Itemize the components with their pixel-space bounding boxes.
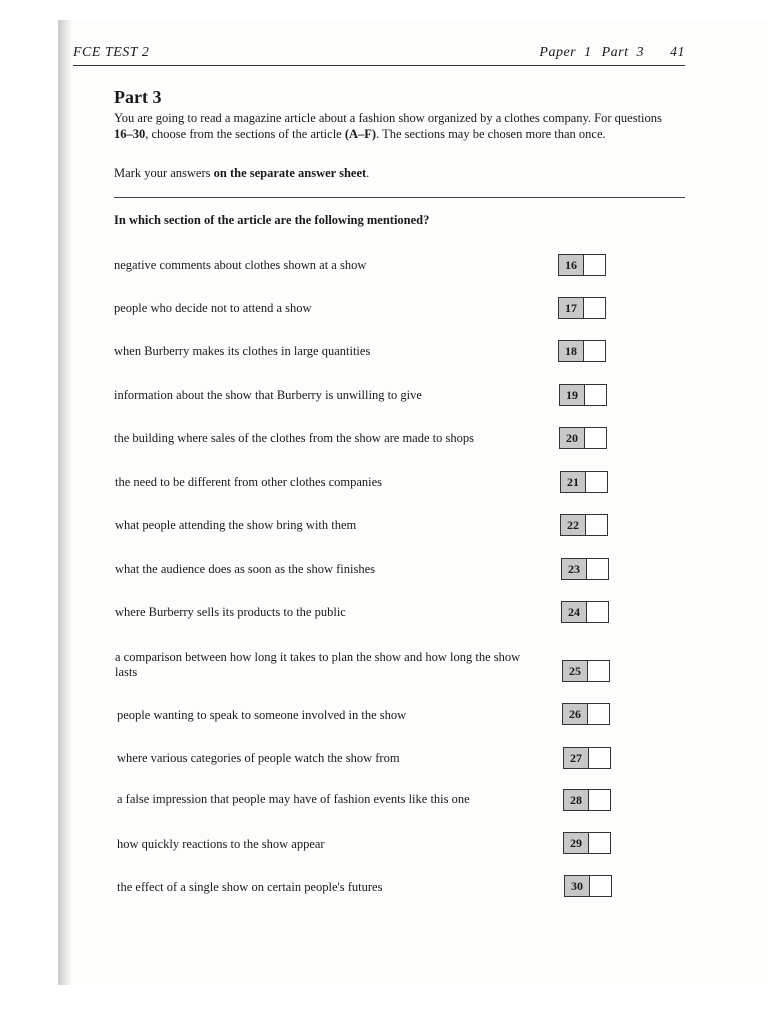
question-text: information about the show that Burberry is unwilling to give — [114, 388, 422, 402]
question-text: where Burberry sells its products to the public — [115, 605, 346, 619]
question-text: a comparison between how long it takes to plan the show and how long the show lasts — [115, 650, 521, 679]
question-number: 27 — [564, 748, 589, 768]
question-number: 22 — [561, 515, 586, 535]
answer-sheet-emphasis: on the separate answer sheet — [213, 166, 367, 180]
paper-label: Paper 1 — [539, 45, 592, 60]
answer-box[interactable] — [563, 832, 611, 854]
answer-box[interactable] — [561, 601, 609, 623]
page-reference — [529, 45, 685, 61]
part-label: Part 3 — [601, 45, 644, 60]
question-row — [115, 475, 615, 490]
answer-field[interactable] — [586, 472, 607, 492]
question-row — [114, 301, 614, 316]
answer-field[interactable] — [589, 833, 610, 853]
question-number: 25 — [563, 661, 588, 681]
question-row — [115, 562, 615, 577]
running-head — [73, 43, 685, 66]
answer-field[interactable] — [588, 661, 609, 681]
answer-field[interactable] — [587, 559, 608, 579]
question-row — [117, 708, 617, 723]
instructions — [114, 110, 679, 142]
question-number: 18 — [559, 341, 584, 361]
answer-box[interactable] — [558, 254, 606, 276]
answer-box[interactable] — [562, 703, 610, 725]
answer-instruction — [114, 166, 369, 181]
question-row — [117, 837, 617, 852]
question-number: 30 — [565, 876, 590, 896]
answer-box[interactable] — [559, 427, 607, 449]
answer-box[interactable] — [561, 558, 609, 580]
question-number: 26 — [563, 704, 588, 724]
question-number: 24 — [562, 602, 587, 622]
divider — [114, 197, 685, 198]
question-text: how quickly reactions to the show appear — [117, 837, 325, 851]
question-text: where various categories of people watch the show from — [117, 751, 400, 765]
test-title: FCE TEST 2 — [73, 45, 150, 60]
question-number: 17 — [559, 298, 584, 318]
question-heading: In which section of the article are the following mentioned? — [114, 213, 430, 227]
answer-box[interactable] — [560, 471, 608, 493]
question-text: people wanting to speak to someone involved in the show — [117, 708, 407, 722]
page-number: 41 — [670, 45, 685, 60]
answer-field[interactable] — [587, 602, 608, 622]
answer-box[interactable] — [559, 384, 607, 406]
answer-box[interactable] — [563, 747, 611, 769]
answer-box[interactable] — [558, 340, 606, 362]
answer-field[interactable] — [586, 515, 607, 535]
question-number: 28 — [564, 790, 589, 810]
question-row — [115, 650, 615, 680]
instructions-text: , choose from the sections of the article — [145, 127, 345, 141]
question-text: when Burberry makes its clothes in large quantities — [114, 344, 371, 358]
question-text: a false impression that people may have of fashion events like this one — [117, 792, 470, 806]
answer-field[interactable] — [584, 341, 605, 361]
question-text: negative comments about clothes shown at a show — [114, 258, 367, 272]
answer-field[interactable] — [590, 876, 611, 896]
instructions-text: You are going to read a magazine article about a fashion show organized by a clothes company. For questions — [114, 111, 662, 125]
question-row — [117, 880, 617, 895]
question-number: 23 — [562, 559, 587, 579]
question-number: 29 — [564, 833, 589, 853]
answer-field[interactable] — [585, 428, 606, 448]
answer-field[interactable] — [589, 748, 610, 768]
answer-field[interactable] — [588, 704, 609, 724]
answer-box[interactable] — [558, 297, 606, 319]
question-row — [115, 605, 615, 620]
instructions-text: . The sections may be chosen more than once. — [376, 127, 606, 141]
question-range: 16–30 — [114, 127, 146, 141]
question-row — [117, 792, 617, 807]
question-number: 21 — [561, 472, 586, 492]
question-row — [117, 751, 617, 766]
question-row — [115, 518, 615, 533]
answer-field[interactable] — [589, 790, 610, 810]
question-number: 20 — [560, 428, 585, 448]
question-row — [114, 344, 614, 359]
answer-field[interactable] — [584, 255, 605, 275]
question-row — [114, 431, 614, 446]
answer-box[interactable] — [560, 514, 608, 536]
book-spine-shadow — [58, 20, 72, 985]
question-number: 19 — [560, 385, 585, 405]
mark-text: Mark your answers — [114, 166, 214, 180]
question-text: the building where sales of the clothes from the show are made to shops — [114, 431, 474, 445]
question-row — [114, 258, 614, 273]
answer-field[interactable] — [585, 385, 606, 405]
question-text: the effect of a single show on certain people's futures — [117, 880, 383, 894]
answer-box[interactable] — [563, 789, 611, 811]
part-title: Part 3 — [114, 87, 162, 107]
section-range: (A–F) — [344, 127, 377, 141]
mark-text: . — [366, 166, 370, 180]
answer-field[interactable] — [584, 298, 605, 318]
question-row — [114, 388, 614, 403]
question-number: 16 — [559, 255, 584, 275]
answer-box[interactable] — [564, 875, 612, 897]
question-text: the need to be different from other clothes companies — [115, 475, 383, 489]
question-text: people who decide not to attend a show — [114, 301, 312, 315]
question-text: what people attending the show bring with them — [115, 518, 357, 532]
answer-box[interactable] — [562, 660, 610, 682]
question-text: what the audience does as soon as the show finishes — [115, 562, 376, 576]
